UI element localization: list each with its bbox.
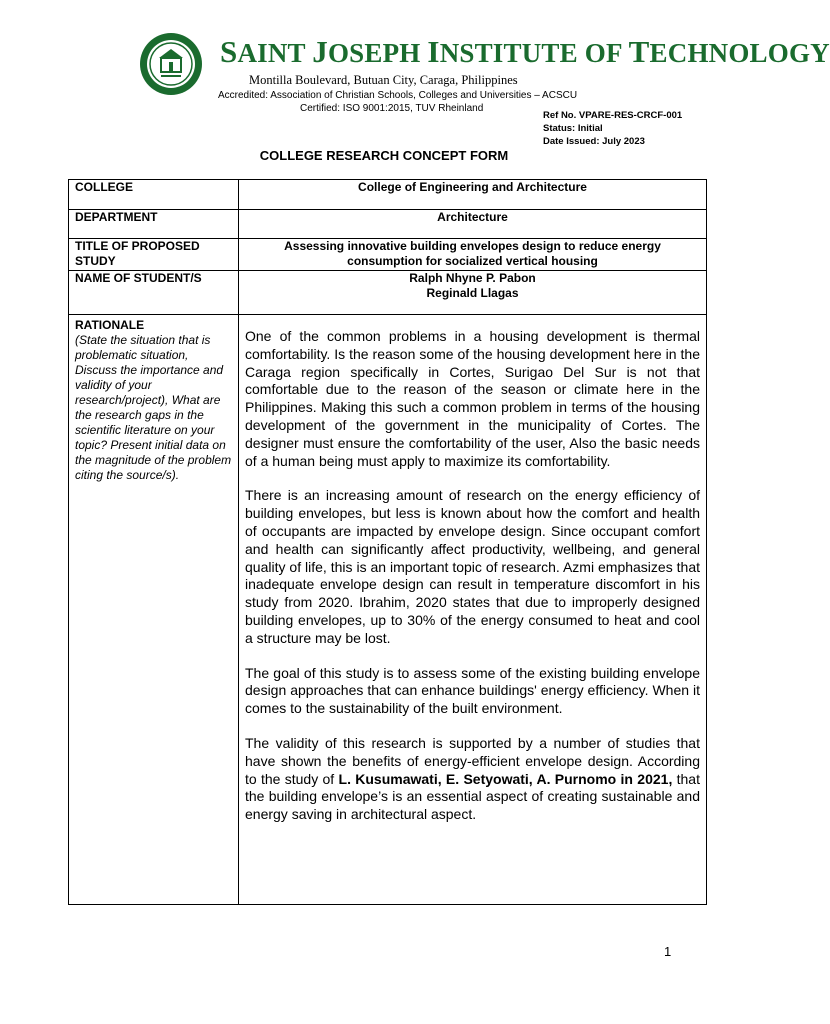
- rationale-content: [239, 315, 707, 905]
- students-row: [69, 271, 707, 315]
- students-label: NAME OF STUDENT/S: [69, 271, 239, 315]
- citation: L. Kusumawati, E. Setyowati, A. Purnomo in 2021,: [338, 770, 673, 787]
- rationale-row: [69, 315, 707, 905]
- page-number: 1: [664, 944, 672, 959]
- department-label: DEPARTMENT: [69, 210, 239, 239]
- paragraph-text: The validity of this research is supported by a number of studies that have shown the benefits of energy-efficient envelope design. According to the study of: [245, 734, 700, 787]
- name-part: SAINT: [220, 34, 313, 69]
- concept-form-table: [68, 179, 707, 905]
- institution-name: [220, 34, 830, 70]
- rationale-label-cell: [69, 315, 239, 905]
- student-name: Ralph Nhyne P. Pabon: [409, 271, 536, 285]
- accreditation-line: Accredited: Association of Christian Schools, Colleges and Universities – ACSCU: [218, 90, 578, 101]
- name-part: JOSEPH: [312, 34, 428, 69]
- certification-line: Certified: ISO 9001:2015, TUV Rheinland: [300, 103, 484, 114]
- students-value: [239, 271, 707, 315]
- school-seal-icon: [139, 32, 203, 96]
- status-line: Status: Initial: [543, 123, 603, 134]
- date-issued: Date Issued: July 2023: [543, 136, 645, 147]
- ref-number: Ref No. VPARE-RES-CRCF-001: [543, 110, 683, 121]
- institution-address: Montilla Boulevard, Butuan City, Caraga, Philippines: [249, 73, 518, 87]
- title-label: TITLE OF PROPOSED STUDY: [69, 239, 239, 271]
- rationale-paragraph-3: The goal of this study is to assess some of the existing building envelope design approaches that can enhance buildings' energy efficiency. When it comes to the sustainability of the built environment.: [245, 664, 700, 717]
- rationale-heading: RATIONALE: [75, 318, 145, 332]
- title-value: Assessing innovative building envelopes design to reduce energy consumption for socialized vertical housing: [239, 239, 707, 271]
- student-name: Reginald Llagas: [426, 286, 519, 300]
- title-row: [69, 239, 707, 271]
- department-row: [69, 210, 707, 239]
- college-row: [69, 180, 707, 210]
- name-part: TECHNOLOGY: [628, 34, 830, 69]
- form-title: COLLEGE RESEARCH CONCEPT FORM: [259, 148, 509, 163]
- rationale-instructions: (State the situation that is problematic situation, Discuss the importance and validity of your research/project), What are the research gaps in the scientific literature on your topic? Present initial data on the magnitude of the problem citing the source/s).: [75, 333, 232, 482]
- college-value: College of Engineering and Architecture: [239, 180, 707, 210]
- paragraph-text: that the building envelope’s is an essential aspect of creating sustainable and energy saving in architectural aspect.: [245, 770, 700, 823]
- name-part: INSTITUTE OF: [427, 34, 629, 69]
- college-label: COLLEGE: [69, 180, 239, 210]
- rationale-paragraph-2: There is an increasing amount of research on the energy efficiency of building envelopes, but less is known about how the comfort and health of occupants are impacted by envelope design. Since occupant comfort and health can significantly affect productivity, wellbeing, and general quality of life, this is an important topic of research. Azmi emphasizes that inadequate envelope design can result in temperature discomfort in his study from 2020. Ibrahim, 2020 states that due to improperly designed building envelopes, up to 30% of the energy consumed to heat and cool a structure may be lost.: [245, 487, 700, 646]
- rationale-paragraph-1: One of the common problems in a housing development is thermal comfortability. Is the reason some of the housing development here in the Caraga region specifically in Cortes, Surigao Del Sur is not that comfortable due to the reason of the season or climate here in the Philippines. Making this such a common problem in terms of the housing development of the government in the municipality of Cortes. The designer must ensure the comfortability of the user, Also the basic needs of a human being must apply to maximize its comfortability.: [245, 328, 700, 469]
- reference-block: [543, 109, 682, 148]
- department-value: Architecture: [239, 210, 707, 239]
- rationale-paragraph-4: [245, 735, 700, 824]
